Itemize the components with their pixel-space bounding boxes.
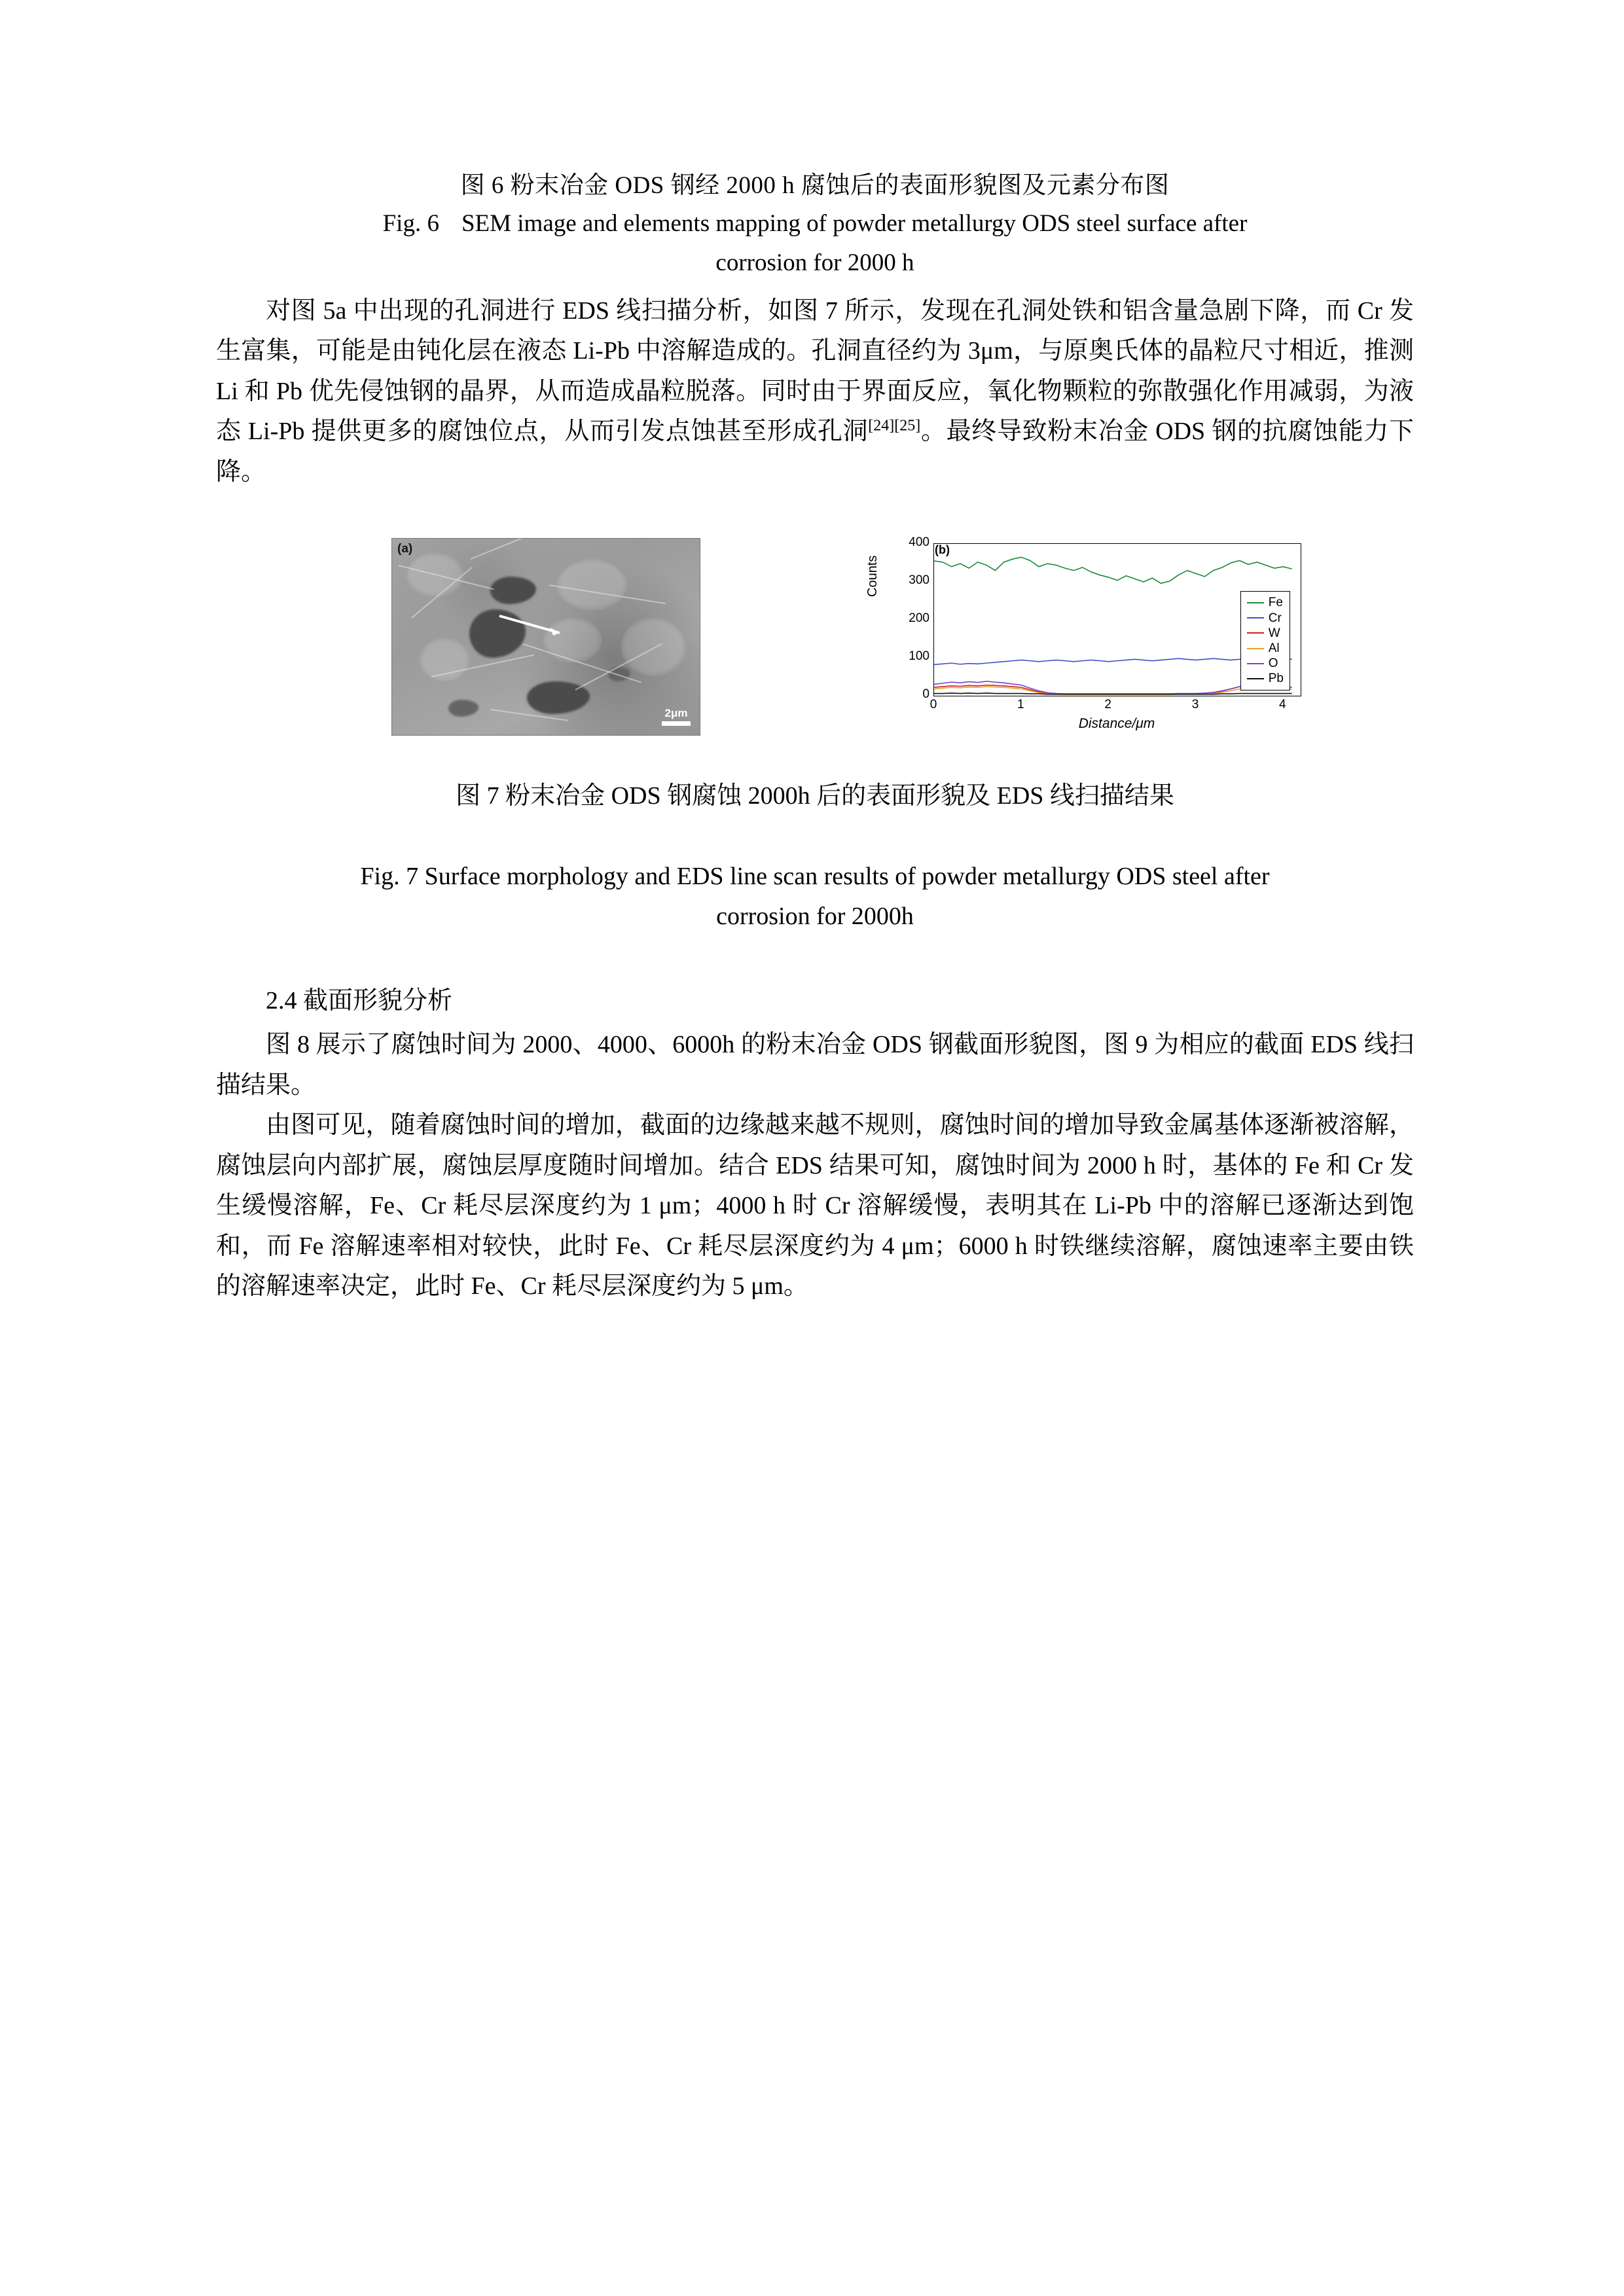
- paragraph-cross-section-intro: 图 8 展示了腐蚀时间为 2000、4000、6000h 的粉末冶金 ODS 钢截面形貌图，图 9 为相应的截面 EDS 线扫描结果。: [216, 1031, 1414, 1099]
- paragraph-eds-line-scan: [216, 291, 1414, 493]
- citation-refs: [24][25]: [868, 417, 921, 435]
- legend-item: [1247, 671, 1284, 686]
- figure7-caption-en-line2: corrosion for 2000h: [716, 903, 914, 931]
- legend-label: O: [1268, 656, 1278, 671]
- legend-item: [1247, 595, 1284, 610]
- legend-label: Al: [1268, 641, 1280, 655]
- chart-y-tick: 400: [909, 535, 929, 550]
- scale-bar-label: 2μm: [664, 707, 688, 720]
- legend-label: Pb: [1268, 672, 1284, 686]
- legend-item: [1247, 641, 1284, 656]
- section-heading-2-4: 2.4 截面形貌分析: [266, 987, 453, 1015]
- paragraph-cross-section-analysis: 由图可见，随着腐蚀时间的增加，截面的边缘越来越不规则，腐蚀时间的增加导致金属基体逐渐被溶解，腐蚀层向内部扩展，腐蚀层厚度随时间增加。结合 EDS 结果可知，腐蚀时间为 2000 h 时，基体的 Fe 和 Cr 发生缓慢溶解，Fe、Cr 耗尽层深度约为 1 μm；4000 h 时 Cr 溶解缓慢，表明其在 Li-Pb 中的溶解已逐渐达到饱和，而 Fe 溶解速率相对较快，此时 Fe、Cr 耗尽层深度约为 4 μm；6000 h 时铁继续溶解，腐蚀速率主要由铁的溶解速率决定，此时 Fe、Cr 耗尽层深度约为 5 μm。: [216, 1111, 1414, 1300]
- chart-x-tick: 1: [1017, 698, 1024, 712]
- figure7-caption-en: [216, 857, 1414, 937]
- sem-image-panel-a: [391, 538, 700, 736]
- chart-x-tick: 0: [929, 698, 937, 712]
- chart-x-ticks: [929, 698, 1300, 715]
- paragraph-eds-part1: 对图 5a 中出现的孔洞进行 EDS 线扫描分析，如图 7 所示，发现在孔洞处铁和铝含量急剧下降，而 Cr 发生富集，可能是由钝化层在液态 Li-Pb 中溶解造成的。孔洞直径约为 3μm，与原奥氏体的晶粒尺寸相近，推测 Li 和 Pb 优先侵蚀钢的晶界，从而造成晶粒脱落。同时由于界面反应，氧化物颗粒的弥散强化作用减弱，为液态 Li-Pb 提供更多的腐蚀位点，从而引发点蚀甚至形成孔洞: [216, 296, 1414, 446]
- figure6-caption-en-lead: Fig. 6: [382, 210, 439, 238]
- legend-item: [1247, 656, 1284, 671]
- legend-item: [1247, 626, 1284, 641]
- chart-legend: [1240, 591, 1290, 691]
- chart-y-tick: 0: [922, 687, 929, 702]
- legend-label: Cr: [1268, 611, 1282, 625]
- chart-x-axis-label: Distance/μm: [1078, 716, 1155, 732]
- chart-x-tick: 3: [1191, 698, 1199, 712]
- scale-bar: [662, 707, 691, 726]
- scale-bar-line: [662, 721, 691, 726]
- line-scan-arrow-icon: [497, 612, 569, 638]
- eds-line-scan-chart: [865, 535, 1355, 734]
- chart-y-tick: 300: [909, 573, 929, 588]
- legend-swatch: [1247, 678, 1264, 679]
- legend-swatch: [1247, 632, 1264, 634]
- chart-plot-area: [933, 543, 1301, 696]
- legend-swatch: [1247, 617, 1264, 619]
- figure6-caption-en: [216, 204, 1414, 281]
- legend-swatch: [1247, 602, 1264, 603]
- figure7-caption-cn: 图 7 粉末冶金 ODS 钢腐蚀 2000h 后的表面形貌及 EDS 线扫描结果: [456, 782, 1174, 810]
- figure6-caption-en-line2: corrosion for 2000 h: [715, 249, 914, 276]
- panel-label-a: (a): [397, 542, 413, 556]
- chart-x-tick: 2: [1104, 698, 1111, 712]
- chart-y-tick: 100: [909, 649, 929, 664]
- paragraph-eds-part2: 。最终导致粉末冶金 ODS 钢的抗腐蚀能力下降。: [216, 418, 1414, 486]
- page-content: [216, 167, 1414, 1307]
- legend-swatch: [1247, 648, 1264, 649]
- legend-item: [1247, 611, 1284, 626]
- chart-y-tick: 200: [909, 611, 929, 626]
- legend-label: Fe: [1268, 596, 1283, 610]
- figure6-caption-cn: 图 6 粉末冶金 ODS 钢经 2000 h 腐蚀后的表面形貌图及元素分布图: [460, 172, 1170, 199]
- legend-swatch: [1247, 663, 1264, 664]
- figure6-caption-en-line1: SEM image and elements mapping of powder metallurgy ODS steel surface after: [461, 210, 1248, 238]
- figure7-row: [216, 535, 1414, 734]
- figure7-caption-en-line1: Fig. 7 Surface morphology and EDS line scan results of powder metallurgy ODS steel after: [360, 863, 1270, 891]
- panel-label-b: (b): [935, 543, 950, 557]
- chart-y-axis-label: Counts: [865, 556, 880, 598]
- chart-y-ticks: [890, 535, 929, 702]
- legend-label: W: [1268, 626, 1280, 640]
- chart-x-tick: 4: [1279, 698, 1286, 712]
